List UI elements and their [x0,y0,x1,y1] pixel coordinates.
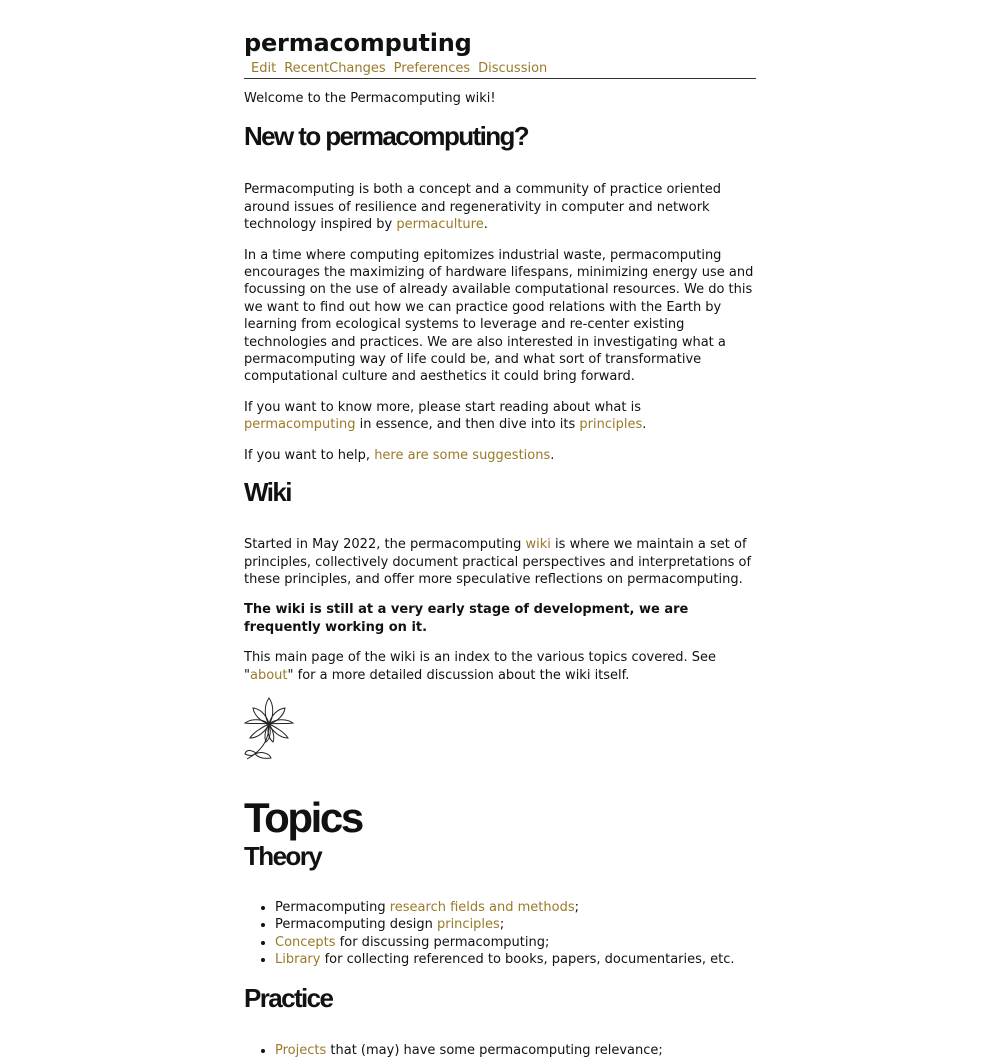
action-bar [244,60,756,79]
list-item-text: Permacomputing [275,899,390,915]
practice-heading: Practice [244,982,333,1013]
list-item-text: that (may) have some permacomputing relevance; [326,1042,663,1058]
nav-preferences-link[interactable]: Preferences [393,61,471,76]
theory-heading: Theory [244,840,322,871]
wiki-heading: Wiki [244,477,291,508]
intro-p1-end: . [483,217,488,233]
welcome-text: Welcome to the Permacomputing wiki! [244,91,496,106]
page-content [244,90,756,1059]
intro-p3-b: in essence, and then dive into its [355,417,580,433]
list-item-text: for collecting referenced to books, papers, documentaries, etc. [320,952,735,968]
list-item [275,899,756,916]
intro-p3-a: If you want to know more, please start reading about what is [244,399,641,415]
list-item-text: for discussing permacomputing; [335,934,550,950]
list-item [275,1042,756,1059]
intro-p4-a: If you want to help, [244,447,375,463]
nav-discussion-link[interactable]: Discussion [478,61,548,76]
design-principles-link[interactable]: principles [436,917,500,933]
intro-p4-end: . [550,447,555,463]
list-item [275,916,756,933]
intro-paragraph-4 [244,447,756,464]
list-item-text: Permacomputing design [275,917,437,933]
intro-paragraph-1 [244,181,756,233]
wiki-p1-b: is where we maintain a set of principles, collectively document practical perspectives and interpretations of these principles, and offer more speculative reflections on permacomputing. [244,537,752,587]
site-title: permacomputing [244,29,472,57]
list-item-text: ; [499,917,505,933]
list-item [275,934,756,951]
theory-list [244,899,756,969]
wiki-p3-a: This main page of the wiki is an index to the various topics covered. See " [244,650,717,683]
wiki-paragraph-1 [244,536,756,588]
permaculture-link[interactable]: permaculture [396,217,484,233]
list-item-text: ; [574,899,580,915]
wiki-p1-a: Started in May 2022, the permacomputing [244,537,526,553]
topics-heading: Topics [244,793,362,841]
intro-paragraph-2: In a time where computing epitomizes industrial waste, permacomputing encourages the maximizing of hardware lifespans, minimizing energy use and focussing on the use of already available computational resources. We do this we want to find out how we can practice good relations with the Earth by learning from ecological systems to leverage and re-center existing technologies and practices. We are also interested in investigating what a permacomputing way of life could be, and what sort of transformative computational culture and aesthetics it could bring forward. [244,247,754,385]
about-link[interactable]: about [249,667,288,683]
intro-p3-end: . [642,417,647,433]
suggestions-link[interactable]: here are some suggestions [374,447,551,463]
principles-link[interactable]: principles [579,417,643,433]
wiki-link[interactable]: wiki [525,537,551,553]
intro-paragraph-3 [244,399,756,434]
concepts-link[interactable]: Concepts [275,934,336,950]
research-fields-link[interactable]: research fields and methods [389,899,575,915]
library-link[interactable]: Library [275,952,321,968]
list-item [275,951,756,968]
wiki-paragraph-3 [244,649,756,684]
nav-edit-link[interactable]: Edit [251,61,277,76]
projects-link[interactable]: Projects [275,1042,327,1058]
wiki-early-stage-note: The wiki is still at a very early stage of development, we are frequently working on it. [244,602,689,635]
new-to-permacomputing-heading: New to permacomputing? [244,121,529,152]
nav-recent-changes-link[interactable]: RecentChanges [284,61,386,76]
flower-icon [244,697,296,761]
permacomputing-link[interactable]: permacomputing [244,417,356,433]
wiki-p3-b: " for a more detailed discussion about the wiki itself. [287,667,630,683]
intro-p1-text: Permacomputing is both a concept and a community of practice oriented around issues of resilience and regenerativity in computer and network technology inspired by [244,182,721,233]
practice-list [244,1042,756,1059]
